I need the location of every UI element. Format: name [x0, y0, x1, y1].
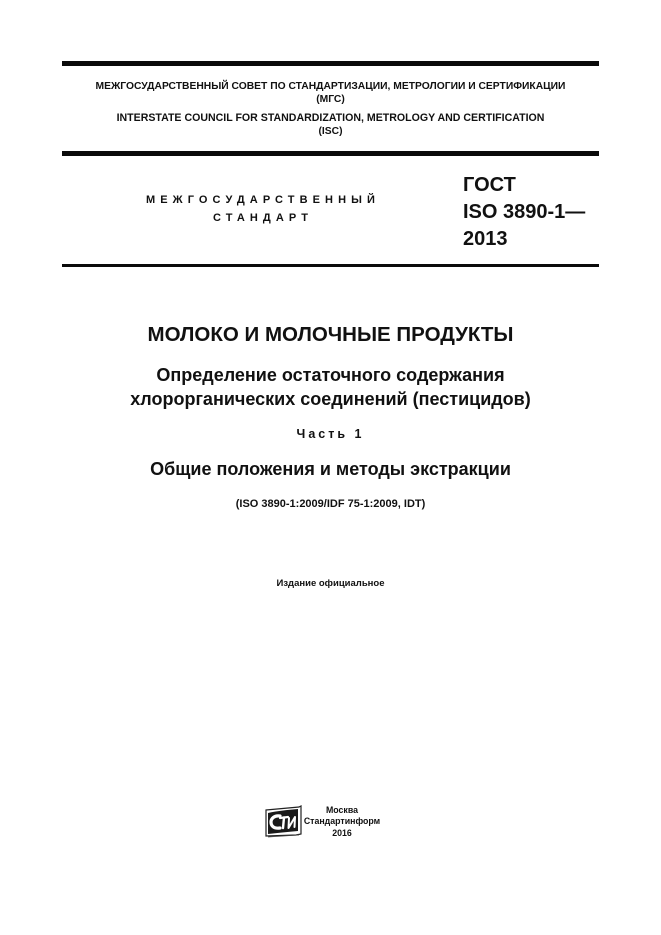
council-abbr-ru: (МГС): [316, 94, 345, 105]
iso-reference: (ISO 3890-1:2009/IDF 75-1:2009, IDT): [235, 498, 426, 510]
part-title: Общие положения и методы экстракции: [150, 459, 511, 479]
bottom-rule: [62, 264, 599, 267]
gost-label: ГОСТ: [463, 174, 516, 196]
publisher-city: Москва: [325, 805, 359, 815]
standartinform-logo-icon: [263, 804, 305, 840]
council-name-ru: МЕЖГОСУДАРСТВЕННЫЙ СОВЕТ ПО СТАНДАРТИЗАЦИИ, МЕТРОЛОГИИ И СЕРТИФИКАЦИИ: [95, 81, 566, 92]
document-subtitle-line1: Определение остаточного содержания: [156, 365, 505, 385]
council-abbr-en: (ISC): [318, 126, 343, 137]
council-name-en: INTERSTATE COUNCIL FOR STANDARDIZATION, METROLOGY AND CERTIFICATION: [116, 112, 545, 124]
publisher-name: Стандартинформ: [303, 816, 381, 826]
edition-label: Издание официальное: [276, 578, 385, 589]
middle-rule: [62, 151, 599, 156]
gost-number: ISO 3890-1—: [463, 201, 586, 223]
gost-year: 2013: [463, 228, 508, 250]
top-rule: [62, 61, 599, 66]
publication-year: 2016: [332, 828, 352, 838]
standard-kind-line2: СТАНДАРТ: [212, 212, 314, 224]
document-title: МОЛОКО И МОЛОЧНЫЕ ПРОДУКТЫ: [147, 323, 514, 346]
standard-kind-line1: МЕЖГОСУДАРСТВЕННЫЙ: [145, 194, 381, 206]
document-subtitle-line2: хлорорганических соединений (пестицидов): [130, 389, 531, 409]
part-number: Часть 1: [296, 427, 365, 441]
